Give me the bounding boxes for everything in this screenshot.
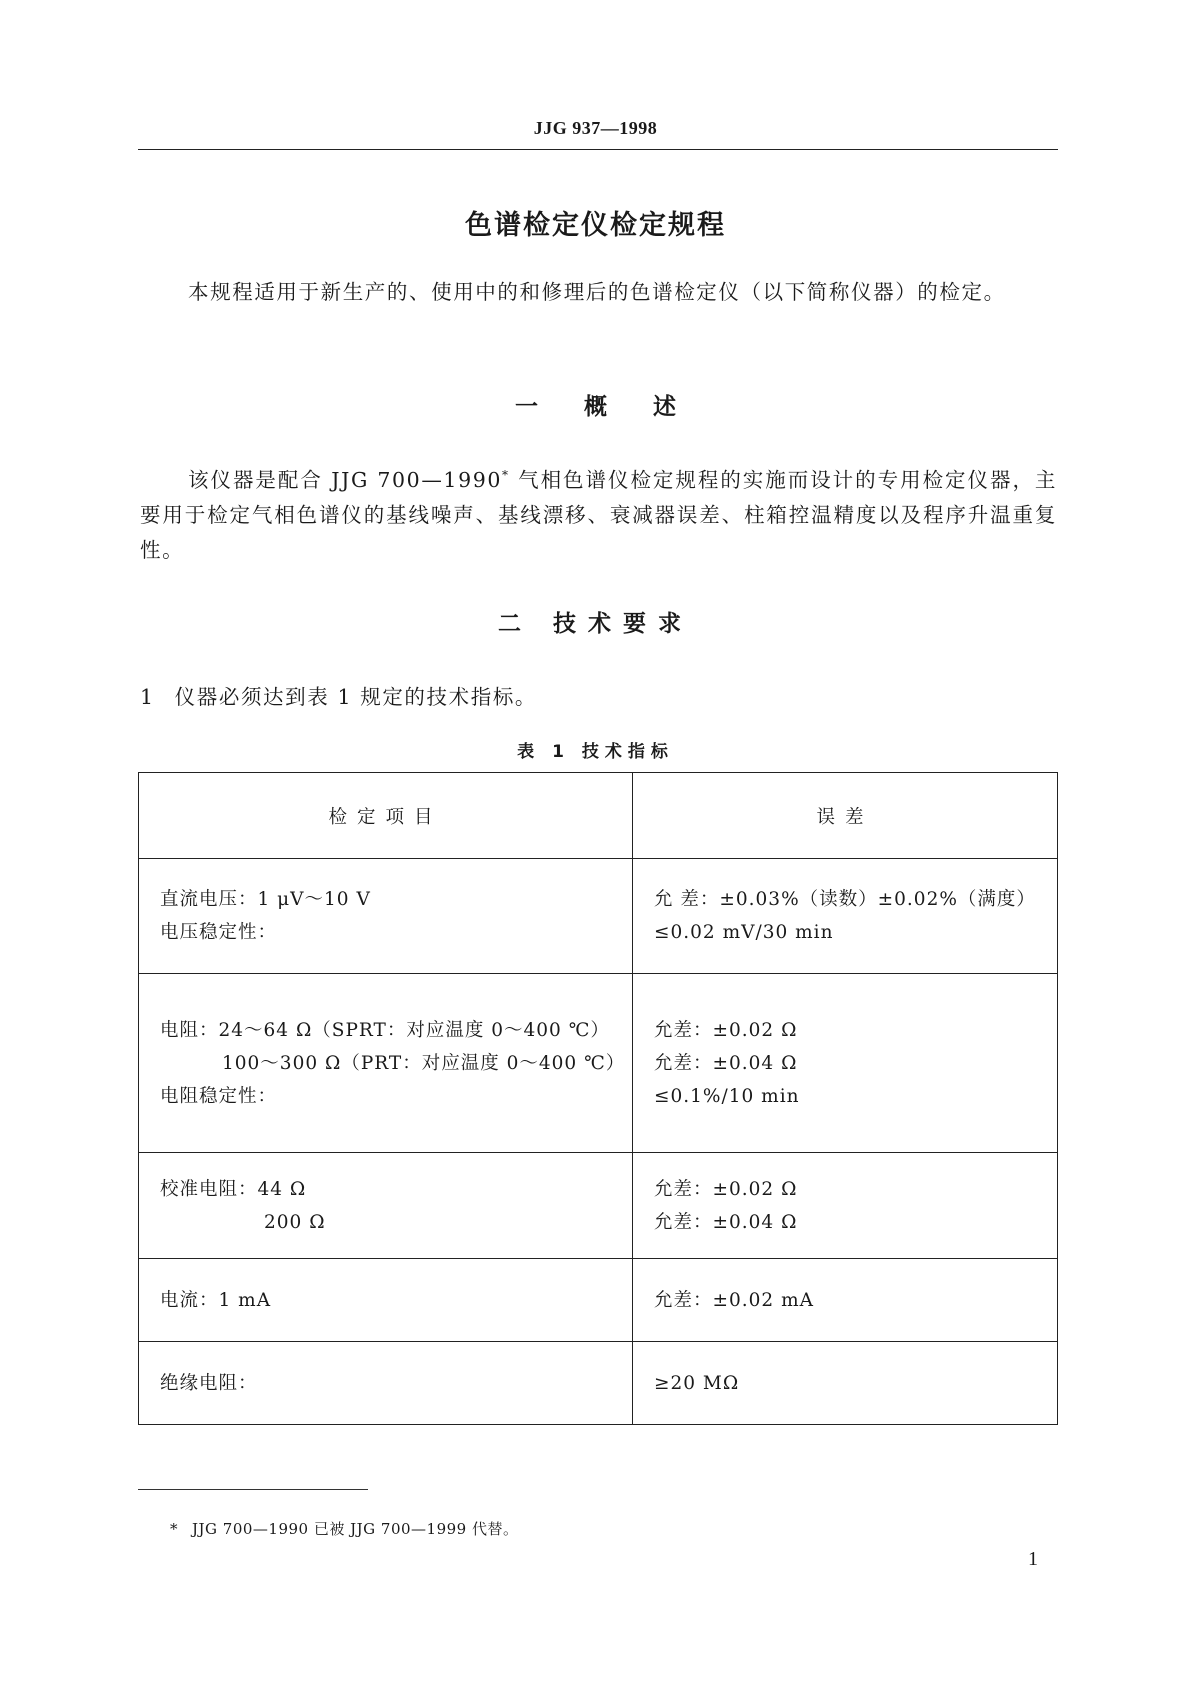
table-row xyxy=(139,1342,1058,1425)
item-cell xyxy=(139,974,633,1153)
header-cell-item: 检定项目 xyxy=(139,773,633,859)
footnote-mark: * xyxy=(170,1520,178,1538)
footnote-reference-mark: * xyxy=(502,468,510,482)
table-caption: 表 1 技术指标 xyxy=(517,742,674,762)
table-row xyxy=(139,859,1058,974)
error-line: 允差：±0.04 Ω xyxy=(654,1052,798,1074)
item-line: 电阻稳定性： xyxy=(160,1085,278,1107)
error-cell xyxy=(633,974,1058,1153)
intro-paragraph: 本规程适用于新生产的、使用中的和修理后的色谱检定仪（以下简称仪器）的检定。 xyxy=(188,280,1006,304)
clause-text: 仪器必须达到表 1 规定的技术指标。 xyxy=(174,685,538,709)
header-rule xyxy=(138,149,1058,150)
page-number: 1 xyxy=(1028,1548,1038,1570)
standard-code-header: JJG 937—1998 xyxy=(533,118,658,138)
error-line: ≥20 MΩ xyxy=(654,1372,740,1394)
item-line: 校准电阻：44 Ω xyxy=(160,1178,307,1200)
error-line: ≤0.02 mV/30 min xyxy=(654,922,834,943)
section-heading-overview: 一 概 述 xyxy=(514,394,676,420)
item-cell xyxy=(139,1153,633,1259)
overview-text-after: 气相色谱仪检定规程的实施而设计的专用检定仪器，主要用于检定气相色谱仪的基线噪声、基线漂移、衰减器误差、柱箱控温精度以及程序升温重复性。 xyxy=(140,467,1058,562)
error-cell xyxy=(633,1259,1058,1342)
error-line: 允差：±0.02 mA xyxy=(654,1289,814,1311)
item-line: 100～300 Ω（PRT：对应温度 0～400 ℃） xyxy=(222,1052,626,1074)
section-heading-technical-requirements: 二 技术要求 xyxy=(497,611,693,637)
overview-paragraph xyxy=(140,458,1057,568)
item-line: 电流：1 mA xyxy=(160,1289,272,1311)
header-cell-error: 误差 xyxy=(633,773,1058,859)
footnote-text: JJG 700—1990 已被 JJG 700—1999 代替。 xyxy=(192,1520,519,1538)
table-row xyxy=(139,1259,1058,1342)
item-line: 电阻：24～64 Ω（SPRT：对应温度 0～400 ℃） xyxy=(160,1019,610,1041)
error-cell xyxy=(633,1153,1058,1259)
item-line: 绝缘电阻： xyxy=(160,1372,258,1394)
item-line: 直流电压：1 μV～10 V xyxy=(160,889,371,910)
overview-text-before: 该仪器是配合 JJG 700—1990 xyxy=(188,467,503,492)
error-line: 允差：±0.02 Ω xyxy=(654,1019,798,1041)
error-line: 允 差：±0.03%（读数）±0.02%（满度） xyxy=(654,889,1036,910)
item-line: 200 Ω xyxy=(264,1211,326,1233)
item-cell xyxy=(139,859,633,974)
error-line: 允差：±0.02 Ω xyxy=(654,1178,798,1200)
table-row xyxy=(139,1153,1058,1259)
item-cell xyxy=(139,1259,633,1342)
item-cell xyxy=(139,1342,633,1425)
error-cell xyxy=(633,1342,1058,1425)
error-cell xyxy=(633,859,1058,974)
footnote xyxy=(170,1518,518,1539)
table-row xyxy=(139,974,1058,1153)
clause-number: 1 xyxy=(140,685,155,709)
table-header-row xyxy=(139,773,1058,859)
footnote-rule xyxy=(138,1489,368,1490)
technical-spec-table xyxy=(138,772,1058,1425)
document-title: 色谱检定仪检定规程 xyxy=(465,210,726,241)
error-line: ≤0.1%/10 min xyxy=(654,1085,800,1107)
error-line: 允差：±0.04 Ω xyxy=(654,1211,798,1233)
item-line: 电压稳定性： xyxy=(160,922,278,943)
clause-1 xyxy=(140,680,537,710)
